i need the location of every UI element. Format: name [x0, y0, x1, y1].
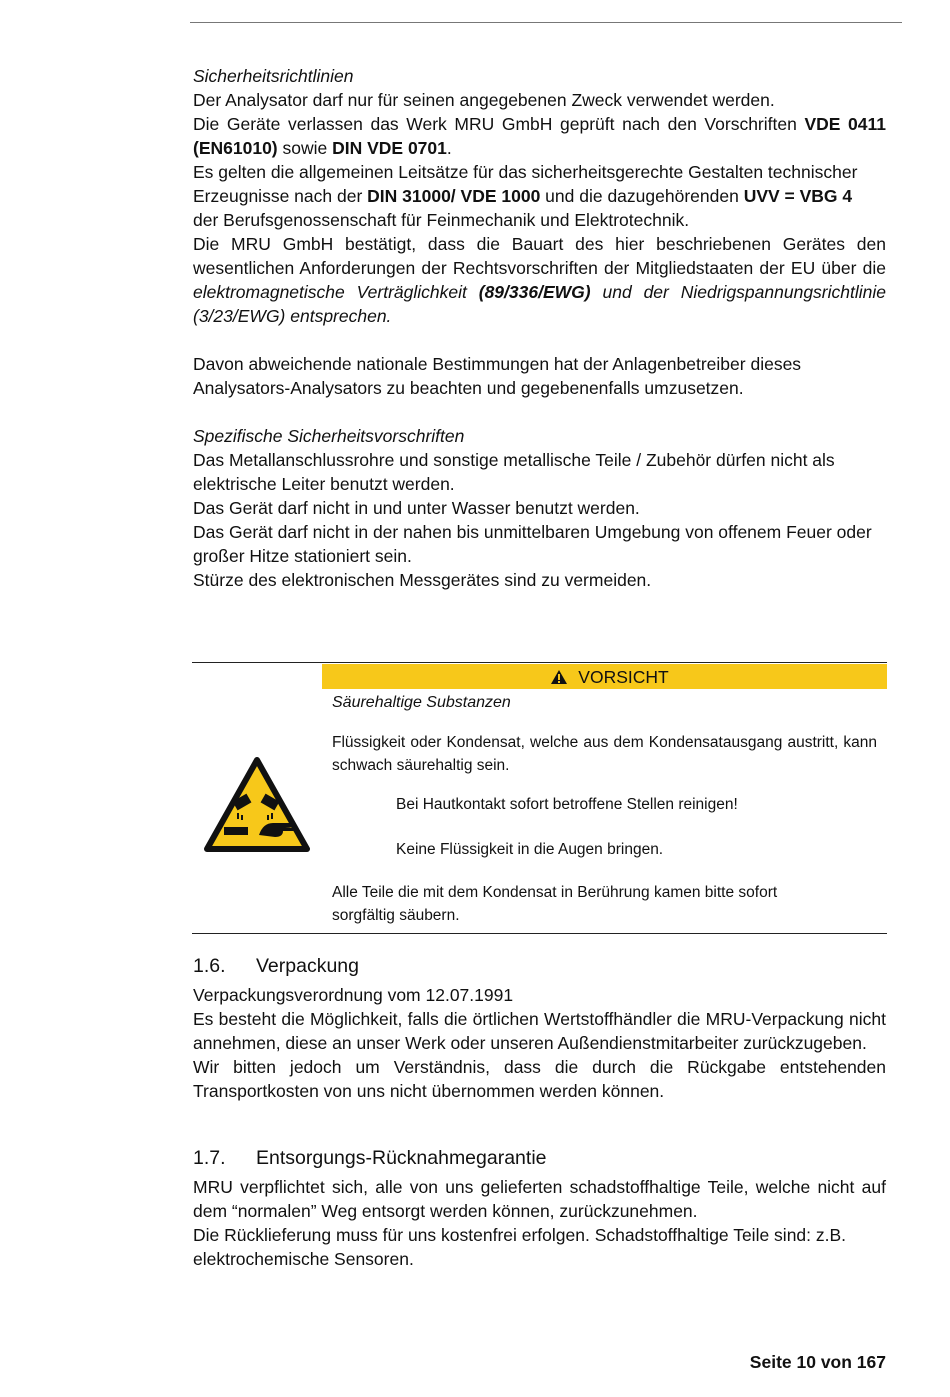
specific-line-3: Das Gerät darf nicht in der nahen bis unmittelbaren Umgebung von offenem Feuer oder großer Hitze stationiert sein. — [193, 522, 872, 566]
section-1-7-line-1: MRU verpflichtet sich, alle von uns gelieferten schadstoffhaltige Teile, welche nicht auf dem “normalen” Weg entsorgt werden können, zurückzunehmen. — [193, 1177, 886, 1221]
standard-ref: DIN 31000/ VDE 1000 — [367, 186, 541, 206]
directive-ref: (89/336/EWG) — [478, 282, 591, 302]
safety-para-4 — [193, 184, 886, 208]
caution-text-4: Alle Teile die mit dem Kondensat in Berührung kamen bitte sofort sorgfältig säubern. — [332, 884, 778, 924]
section-1-7-heading — [193, 1145, 547, 1171]
warning-icon — [550, 669, 568, 685]
caution-label: VORSICHT — [578, 666, 669, 687]
section-title: Entsorgungs-Rücknahmegarantie — [256, 1147, 547, 1169]
caution-subtitle: Säurehaltige Substanzen — [332, 694, 511, 711]
section-1-6-heading — [193, 953, 359, 979]
section-title: Verpackung — [256, 955, 359, 977]
text: Die Geräte verlassen das Werk MRU GmbH geprüft nach den Vorschriften — [193, 114, 797, 134]
safety-heading: Sicherheitsrichtlinien — [193, 66, 354, 86]
text: . — [446, 138, 452, 158]
caution-text-1: Flüssigkeit oder Kondensat, welche aus dem Kondensatausgang austritt, kann schwach säurehaltig sein. — [332, 734, 877, 774]
section-1-6-line-2: Es besteht die Möglichkeit, falls die örtlichen Wertstoffhändler die MRU-Verpackung nicht annehmen, diese an unser Werk oder unseren Außendienstmitarbeiter zurückzugeben. — [193, 1009, 886, 1053]
text: und die dazugehörenden — [540, 186, 744, 206]
specific-line-1: Das Metallanschlussrohre und sonstige metallische Teile / Zubehör dürfen nicht als elektrische Leiter benutzt werden. — [193, 450, 835, 494]
corrosive-hazard-icon — [204, 757, 310, 853]
specific-line-4: Stürze des elektronischen Messgerätes sind zu vermeiden. — [193, 570, 652, 590]
safety-line-1: Der Analysator darf nur für seinen angegebenen Zweck verwendet werden. — [193, 90, 775, 110]
caution-text-2: Bei Hautkontakt sofort betroffene Stellen reinigen! — [396, 796, 738, 813]
safety-para-2 — [193, 112, 886, 160]
section-1-7-body — [193, 1175, 886, 1271]
top-rule — [190, 22, 902, 23]
specific-line-2: Das Gerät darf nicht in und unter Wasser benutzt werden. — [193, 498, 640, 518]
specific-heading: Spezifische Sicherheitsvorschriften — [193, 426, 465, 446]
caution-header — [322, 664, 887, 689]
page-number: Seite 10 von 167 — [749, 1352, 886, 1372]
safety-section — [193, 64, 886, 592]
section-1-7-line-2: Die Rücklieferung muss für uns kostenfrei erfolgen. Schadstoffhaltige Teile sind: z.B. elektrochemische Sensoren. — [193, 1225, 847, 1269]
text: Die MRU GmbH bestätigt, dass die Bauart des hier beschriebenen Gerätes den wesentlichen Anforderungen der Rechtsvorschriften der Mitgliedstaaten der EU über die — [193, 234, 886, 278]
safety-para-6 — [193, 232, 886, 328]
text: sowie — [277, 138, 333, 158]
text: und der Niedrigspannungsrichtlinie (3/23/EWG) entsprechen. — [193, 282, 887, 326]
caution-box — [192, 662, 887, 934]
caution-text-3: Keine Flüssigkeit in die Augen bringen. — [396, 841, 664, 858]
standard-ref: UVV = VBG 4 — [743, 186, 853, 206]
safety-para-7: Davon abweichende nationale Bestimmungen hat der Anlagenbetreiber dieses Analysators-Analysators zu beachten und gegebenenfalls umzusetzen. — [193, 354, 802, 398]
safety-para-5: der Berufsgenossenschaft für Feinmechanik und Elektrotechnik. — [193, 210, 690, 230]
section-number: 1.7. — [193, 1147, 226, 1169]
section-number: 1.6. — [193, 955, 226, 977]
section-1-6-body — [193, 983, 886, 1103]
standard-ref: DIN VDE 0701 — [332, 138, 447, 158]
text: elektromagnetische Verträglichkeit — [193, 282, 479, 302]
standard-ref: VDE 0411 (EN61010) — [193, 114, 887, 158]
text: Erzeugnisse nach der — [193, 186, 368, 206]
safety-para-3: Es gelten die allgemeinen Leitsätze für das sicherheitsgerechte Gestalten technischer — [193, 162, 858, 182]
section-1-6-line-1: Verpackungsverordnung vom 12.07.1991 — [193, 985, 514, 1005]
section-1-6-line-3: Wir bitten jedoch um Verständnis, dass die durch die Rückgabe entstehenden Transportkosten von uns nicht übernommen werden können. — [193, 1057, 886, 1101]
